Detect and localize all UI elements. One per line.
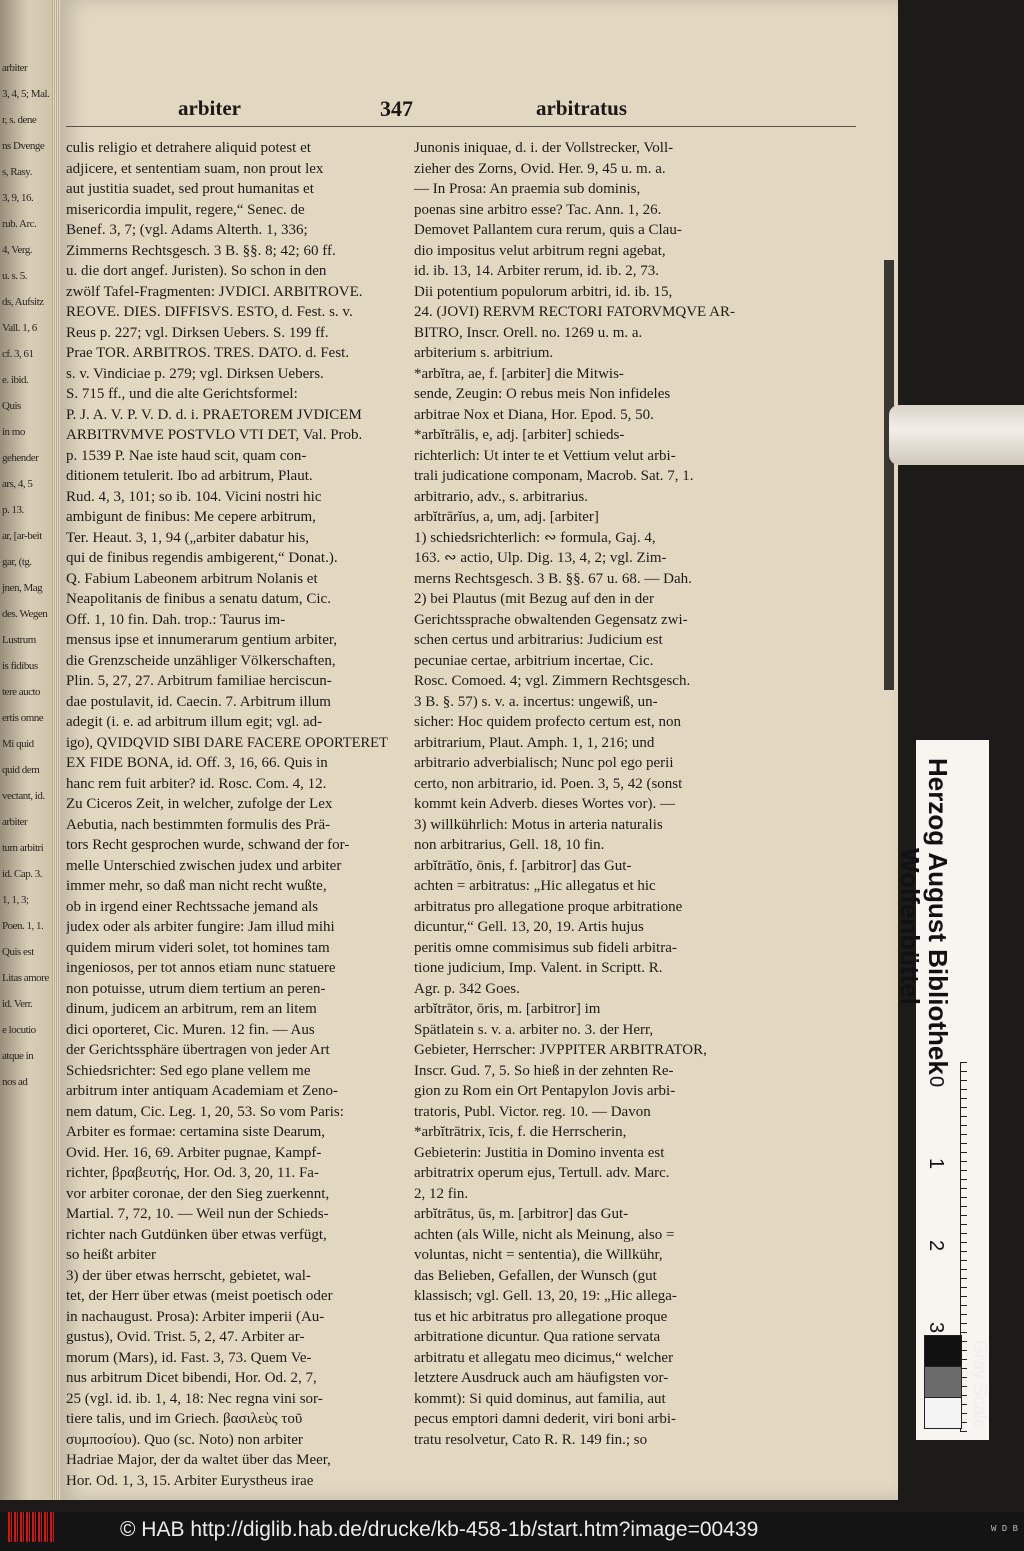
text-line: tus et hic arbitratus pro allegatione proque (414, 1308, 668, 1325)
text-line: Gebieterin: Justitia in Domino inventa est (414, 1144, 665, 1161)
fragment-line: cf. 3, 61 (2, 348, 34, 360)
text-line: igo), QVIDQVID SIBI DARE FACERE OPORTERET (66, 734, 388, 751)
fragment-line: Vall. 1, 6 (2, 322, 37, 334)
text-line: Reus p. 227; vgl. Dirksen Uebers. S. 199 ff. (66, 324, 329, 341)
text-line: Prae TOR. ARBITROS. TRES. DATO. d. Fest. (66, 345, 350, 361)
text-line: ingeniosos, per tot annos etiam nunc statuere (66, 960, 336, 976)
text-line: Spätlatein s. v. a. arbiter no. 3. der Herr, (414, 1021, 654, 1038)
text-line: ARBITRVMVE POSTVLO VTI DET, Val. Prob. (66, 427, 363, 443)
fragment-line: Quis (2, 400, 21, 412)
text-line: *arbĭtrātrix, īcis, f. die Herrscherin, (414, 1124, 627, 1140)
text-line: Rud. 4, 3, 101; so ib. 104. Vicini nostri hic (66, 488, 322, 505)
text-line: zieher des Zorns, Ovid. Her. 9, 45 u. m. a. (414, 160, 666, 177)
text-column-left (66, 138, 394, 1491)
fragment-line: Quis est (2, 946, 34, 958)
footer-mark: W D B (990, 1524, 1018, 1534)
page-gutter-shadow (884, 260, 894, 690)
text-line: P. J. A. V. P. V. D. d. i. PRAETOREM JVDICEM (66, 406, 362, 423)
text-line: 2) bei Plautus (mit Bezug auf den in der (414, 591, 654, 607)
fragment-line: Lustrum (2, 634, 36, 646)
fragment-line: tum arbitri (2, 842, 44, 854)
text-line: tione judicium, Imp. Valent. in Scriptt. R. (414, 960, 663, 976)
fragment-line: arbiter (2, 816, 28, 828)
text-line: arbiterium s. arbitrium. (414, 345, 554, 361)
fragment-line: ertis omne (2, 712, 44, 724)
text-line: Neapolitanis de finibus a senatu datum, Cic. (66, 591, 331, 607)
text-line: arbitrario, adv., s. arbitrarius. (414, 488, 588, 505)
text-line: kommt): Si quid dominus, aut familia, aut (414, 1390, 666, 1407)
fragment-line: in mo (2, 426, 25, 438)
scale-number: 2 (925, 1239, 948, 1252)
scale-number: 3 (925, 1321, 948, 1334)
text-line: 163. ∾ actio, Ulp. Dig. 13, 4, 2; vgl. Zim- (414, 550, 667, 566)
text-line: richter nach Gutdünken über etwas verfügt, (66, 1226, 327, 1243)
fragment-line: tere aucto (2, 686, 41, 698)
fragment-line: 1, 1, 3; (2, 894, 29, 906)
fragment-line: r, s. dene (2, 114, 37, 126)
text-line: nus arbitrum Dicet bibendi, Hor. Od. 2, 7, (66, 1370, 317, 1386)
fragment-line: is fidibus (2, 660, 38, 672)
text-line: 2, 12 fin. (414, 1185, 469, 1202)
text-line: Zu Ciceros Zeit, in welcher, zufolge der Lex (66, 796, 333, 812)
text-line: 1) schiedsrichterlich: ∾ formula, Gaj. 4, (414, 529, 656, 546)
fragment-line: id. Verr. (2, 998, 33, 1010)
text-line: 3) der über etwas herrscht, gebietet, wal- (66, 1267, 311, 1284)
fragment-line: e locutio (2, 1024, 36, 1036)
text-line: arbitratu et allegatu meo dicimus,“ welcher (414, 1349, 674, 1366)
text-line: Gebieter, Herrscher: JVPPITER ARBITRATOR, (414, 1042, 707, 1058)
text-line: dinum, judicem an arbitrum, rem an litem (66, 1001, 317, 1017)
text-line: so heißt arbiter (66, 1247, 156, 1263)
text-line: Agr. p. 342 Goes. (414, 980, 520, 997)
fragment-line: Litas amore (2, 972, 49, 984)
text-line: pecus emptori damni dederit, viri boni arbi- (414, 1411, 677, 1427)
text-line: non potuisse, utrum diem tertium an peren- (66, 980, 326, 997)
fragment-line: Mi quid (2, 738, 34, 750)
left-page-fragment (0, 0, 52, 1500)
text-line: sende, Zeugin: O rebus meis Non infideles (414, 386, 671, 402)
text-line: peritis omne commisimus sub fideli arbitra- (414, 939, 677, 956)
text-line: REOVE. DIES. DIFFISVS. ESTO, d. Fest. s. v. (66, 304, 353, 320)
text-line: kommt kein Adverb. dieses Wortes vor). — (414, 796, 675, 812)
text-line: Q. Fabium Labeonem arbitrum Nolanis et (66, 570, 318, 587)
text-line: S. 715 ff., und die alte Gerichtsformel: (66, 386, 298, 402)
text-line: 25 (vgl. id. ib. 1, 4, 18: Nec regna vini sor- (66, 1390, 323, 1407)
text-line: dio impositus velut arbitrum regni agebat, (414, 242, 666, 259)
scale-number: 1 (925, 1157, 948, 1170)
fragment-line: nos ad (2, 1076, 28, 1088)
text-line: 3) willkührlich: Motus in arteria naturalis (414, 816, 663, 833)
gray-swatch-black (924, 1335, 962, 1367)
text-column-right (414, 138, 804, 1450)
gray-swatch-mid (924, 1366, 962, 1398)
text-line: arbitrarium, Plaut. Amph. 1, 1, 216; und (414, 734, 655, 751)
text-line: Schiedsrichter: Sed ego plane vellem me (66, 1062, 311, 1079)
text-line: — In Prosa: An praemia sub dominis, (414, 181, 641, 197)
fragment-line: gar, (tg. (2, 556, 32, 568)
text-line: adegit (i. e. ad arbitrum illum egit; vgl. ad- (66, 714, 323, 730)
text-line: Plin. 5, 27, 27. Arbitrum familiae herciscun- (66, 673, 332, 689)
text-line: judex oder als arbiter fungire: Jam illud mihi (66, 919, 335, 935)
text-line: richterlich: Ut inter te et Vettium velut arbi- (414, 447, 676, 464)
text-line: achten (als Wille, nicht als Meinung, also = (414, 1226, 675, 1243)
fragment-line: 3, 4, 5; Mal. (2, 88, 50, 100)
text-line: melle Unterschied zwischen judex und arbiter (66, 857, 342, 874)
text-line: merns Rechtsgesch. 3 B. §§. 67 u. 68. — Dah. (414, 570, 692, 587)
fragment-line: arbiter (2, 62, 28, 74)
fragment-line: gehender (2, 452, 39, 464)
text-line: 3 B. §. 57) s. v. a. incertus: ungewiß, un- (414, 693, 658, 710)
text-line: aut justitia suadet, sed prout humanitas et (66, 181, 314, 197)
fragment-line: jnen, Mag (2, 582, 43, 594)
text-line: s. v. Vindiciae p. 279; vgl. Dirksen Uebers. (66, 365, 324, 382)
text-line: sicher: Hoc quidem profecto certum est, non (414, 714, 681, 730)
text-line: richter, βραβευτής, Hor. Od. 3, 20, 11. Fa- (66, 1165, 319, 1181)
text-line: pecuniae certae, arbitrium incertae, Cic. (414, 652, 654, 669)
text-line: ob in irgend einer Rechtssache jemand als (66, 898, 319, 915)
fragment-line: u. s. 5. (2, 270, 28, 282)
text-line: das Belieben, Gefallen, der Wunsch (gut (414, 1267, 657, 1284)
gray-swatch-white (924, 1397, 962, 1429)
fragment-line: p. 13. (2, 504, 24, 516)
fragment-line: ds, Aufsitz (2, 296, 44, 308)
text-line: arbĭtrārĭus, a, um, adj. [arbiter] (414, 509, 599, 525)
fragment-line: vectant, id. (2, 790, 45, 802)
text-line: letztere Ausdruck auch am häufigsten vor- (414, 1370, 669, 1386)
text-line: adjicere, et sententiam suam, non prout lex (66, 160, 324, 177)
text-line: Off. 1, 10 fin. Dah. trop.: Taurus im- (66, 611, 286, 628)
text-line: gustus), Ovid. Trist. 5, 2, 47. Arbiter ar- (66, 1329, 305, 1345)
scale-number: 0 (925, 1075, 948, 1088)
headword-right: arbitratus (536, 96, 627, 120)
bookmark-strip (889, 405, 1024, 465)
copyright-link[interactable]: © HAB http://diglib.hab.de/drucke/kb-458-1b/start.htm?image=00439 (120, 1518, 759, 1541)
text-line: nem datum, Cic. Leg. 1, 20, 53. So vom Paris: (66, 1103, 344, 1120)
text-line: immer mehr, so daß man nicht recht wußte, (66, 878, 327, 894)
fragment-line: 4, Verg. (2, 244, 33, 256)
text-line: arbĭtrātor, ōris, m. [arbitror] im (414, 1001, 601, 1017)
text-line: voluntas, nicht = sententia), die Willkühr, (414, 1247, 663, 1263)
text-line: schen certus und arbitrarius: Judicium est (414, 632, 663, 648)
text-line: Martial. 7, 72, 10. — Weil nun der Schieds- (66, 1206, 329, 1222)
text-line: arbitrum inter antiquam Academiam et Zeno- (66, 1083, 338, 1099)
text-line: morum (Mars), id. Fast. 3, 73. Quem Ve- (66, 1349, 312, 1366)
text-line: arbitratus pro allegatione proque arbitratione (414, 898, 683, 915)
fragment-line: ars, 4, 5 (2, 478, 33, 490)
fragment-line: des. Wegen (2, 608, 48, 620)
text-line: trali judicatione componam, Macrob. Sat. 7, 1. (414, 468, 694, 484)
text-line: Hadriae Major, der da waltet über das Meer, (66, 1452, 331, 1468)
library-name (896, 758, 952, 1075)
fragment-line: quid dem (2, 764, 40, 776)
text-line: Arbiter es formae: certamina siste Dearum, (66, 1124, 326, 1140)
text-line: tet, der Herr über etwas (meist poetisch oder (66, 1288, 333, 1304)
text-line: hanc rem fuit arbiter? id. Rosc. Com. 4, 12. (66, 775, 327, 792)
fragment-line: Poen. 1, 1. (2, 920, 44, 932)
text-line: EX FIDE BONA, id. Off. 3, 16, 66. Quis in (66, 755, 328, 771)
text-line: dici oporteret, Cic. Muren. 12 fin. — Aus (66, 1021, 315, 1038)
text-line: in nachaugust. Prosa): Arbiter imperii (Au- (66, 1308, 325, 1325)
fragment-line: 3, 9, 16. (2, 192, 34, 204)
text-line: klassisch; vgl. Gell. 13, 20, 19: „Hic allega- (414, 1288, 677, 1304)
library-name-line1: Herzog August Bibliothek (923, 758, 953, 1075)
text-line: dicuntur,“ Gell. 13, 20, 19. Artis hujus (414, 919, 644, 935)
text-line: non arbitrarius, Gell. 18, 10 fin. (414, 837, 605, 853)
text-line: Zimmerns Rechtsgesch. 3 B. §§. 8; 42; 60 ff. (66, 242, 336, 259)
text-line: id. ib. 13, 14. Arbiter rerum, id. ib. 2, 73. (414, 263, 659, 279)
text-line: vor arbiter coronae, der den Sieg zuerkennt, (66, 1185, 330, 1202)
text-line: Rosc. Comoed. 4; vgl. Zimmern Rechtsgesch. (414, 673, 691, 689)
text-line: 24. (JOVI) RERVM RECTORI FATORVMQVE AR- (414, 304, 735, 320)
text-line: Ter. Heaut. 3, 1, 94 („arbiter dabatur his, (66, 529, 310, 546)
text-line: Dii potentium populorum arbitri, id. ib. 15, (414, 283, 673, 300)
text-line: u. die dort angef. Juristen). So schon in den (66, 263, 327, 279)
text-line: gion zu Rom ein Ort Pentapylon Jovis arbi- (414, 1083, 676, 1099)
text-line: ditionem tetulerit. Ibo ad arbitrum, Plaut. (66, 468, 313, 484)
text-line: arbitratione dicuntur. Qua ratione servata (414, 1329, 661, 1345)
text-line: Ovid. Her. 16, 69. Arbiter pugnae, Kampf- (66, 1144, 322, 1161)
text-line: achten = arbitratus: „Hic allegatus et hic (414, 878, 656, 894)
text-line: συμποσίου). Quo (sc. Noto) non arbiter (66, 1431, 303, 1448)
text-line: p. 1539 P. Nae iste haud scit, quam con- (66, 447, 307, 464)
text-line: arbitrario adverbialisch; Nunc pol ego perii (414, 755, 674, 771)
text-line: zwölf Tafel-Fragmenten: JVDICI. ARBITROVE. (66, 283, 363, 300)
text-line: *arbĭtrālis, e, adj. [arbiter] schieds- (414, 427, 625, 443)
text-line: arbĭtrātĭo, ōnis, f. [arbitror] das Gut- (414, 857, 632, 874)
text-line: Junonis iniquae, d. i. der Vollstrecker, Voll- (414, 140, 674, 156)
text-line: culis religio et detrahere aliquid potest et (66, 140, 311, 156)
text-line: tors Recht gesprochen wurde, schwand der for- (66, 837, 350, 853)
header-rule (66, 126, 856, 127)
text-line: certo, non arbitrario, id. Poen. 3, 5, 42 (sonst (414, 775, 683, 792)
book-page (60, 0, 898, 1500)
text-line: Benef. 3, 7; (vgl. Adams Alterth. 1, 336; (66, 222, 308, 238)
fragment-line: e. ibid. (2, 374, 29, 386)
text-line: tiere talis, und im Griech. βασιλεὺς τοῦ (66, 1411, 303, 1427)
text-line: Gerichtssprache obwaltenden Gegensatz zwi- (414, 611, 688, 628)
text-line: *arbĭtra, ae, f. [arbiter] die Mitwis- (414, 365, 624, 382)
page-number: 347 (380, 96, 413, 121)
text-line: dae postulavit, id. Caecin. 7. Arbitrum illum (66, 693, 331, 710)
fragment-line: s, Rasy. (2, 166, 32, 178)
text-line: mensus ipse et innumerarum gentium arbiter, (66, 632, 337, 648)
fragment-line: rub. Arc. (2, 218, 37, 230)
text-line: Aebutia, nach bestimmten formulis des Prä- (66, 816, 331, 833)
gray-scale-label: Gray Scale (970, 1340, 990, 1430)
fragment-line: ns Dvenge (2, 140, 45, 152)
text-line: BITRO, Inscr. Orell. no. 1269 u. m. a. (414, 324, 643, 341)
text-line: Inscr. Gud. 7, 5. So hieß in der zehnten Re- (414, 1062, 674, 1079)
text-line: qui de finibus regendis ambigerent,“ Donat.). (66, 550, 338, 566)
text-line: tratoris, Publ. Victor. reg. 10. — Davon (414, 1103, 651, 1120)
library-name-line2: Wolfenbüttel (895, 848, 925, 1005)
text-line: arbitratrix operum ejus, Tertull. adv. Marc. (414, 1165, 670, 1181)
text-line: arbitrae Nox et Diana, Hor. Epod. 5, 50. (414, 406, 654, 423)
page-header (60, 96, 898, 136)
hab-logo (8, 1512, 54, 1542)
text-line: Demovet Pallantem cura rerum, quis a Clau- (414, 222, 682, 238)
fragment-line: atque in (2, 1050, 34, 1062)
text-line: die Grenzscheide unzähliger Völkerschaften, (66, 652, 336, 669)
text-line: ambigunt de finibus: Me cepere arbitrum, (66, 509, 316, 525)
text-line: Hor. Od. 1, 3, 15. Arbiter Eurystheus irae (66, 1472, 314, 1489)
text-line: misericordia impulit, regere,“ Senec. de (66, 201, 305, 218)
text-line: quidem mirum videri solet, tot homines tam (66, 939, 330, 956)
fragment-line: ar, [ar-beit (2, 530, 42, 542)
text-line: arbĭtrātus, ūs, m. [arbitror] das Gut- (414, 1206, 629, 1222)
text-line: poenas sine arbitro esse? Tac. Ann. 1, 26. (414, 201, 662, 218)
text-line: tratu resolvetur, Cato R. R. 149 fin.; so (414, 1431, 648, 1448)
text-line: der Gerichtssphäre übertragen von jeder Art (66, 1042, 330, 1058)
headword-left: arbiter (178, 96, 241, 120)
fragment-line: id. Cap. 3. (2, 868, 43, 880)
